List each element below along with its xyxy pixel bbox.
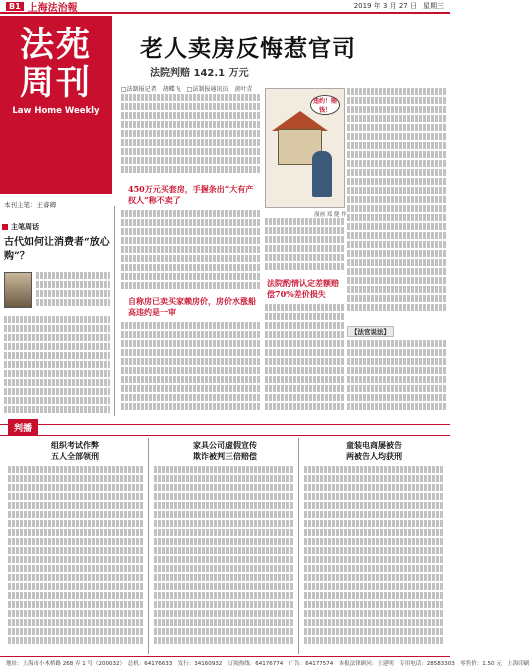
sidebar [0, 16, 140, 416]
sidebar-divider [114, 206, 115, 416]
section-title-line2: 周刊 [20, 63, 92, 103]
page-header [0, 0, 450, 14]
case-title-2: 家具公司虚假宣传 欺诈被判三倍赔偿 [193, 440, 257, 461]
article-col2 [265, 218, 345, 274]
speech-bubble: 违约！赔钱！ [310, 95, 340, 115]
page-footer: 地址：上海市小木桥路 268 弄 1 号（200032） 总机：64176633 发行：34160932 订阅热线：64176774 广告：64177574 本报法律顾问：王建明 专用电话：28583303 零售价：1.50 元 上海印刷 [0, 656, 450, 668]
article-col1-top [121, 94, 261, 182]
article-col2-bottom [265, 304, 345, 416]
case-divider-1 [148, 438, 149, 654]
bullet-icon [2, 224, 8, 230]
illustration-credit: 漫画 郑 健 作 [314, 212, 347, 218]
newspaper-masthead: 上海法治報 [27, 2, 78, 14]
article-col3 [347, 88, 447, 322]
article-subtitle-3: 法院酌情认定差额赔偿70%差价损失 [267, 278, 339, 299]
article-col1-mid [121, 210, 261, 294]
column-title: 古代如何让消费者“放心购”？ [4, 237, 110, 262]
case-body-2 [154, 466, 294, 652]
column-body-top [36, 272, 110, 312]
commentary-tag: 【法官说法】 [347, 326, 394, 337]
section-english-title: Law Home Weekly [12, 106, 100, 116]
case-divider-2 [298, 438, 299, 654]
person-figure-icon [312, 151, 332, 197]
author-portrait [4, 272, 32, 308]
issue-weekday: 星期三 [423, 2, 444, 10]
cases-section-tag: 判播 [8, 419, 38, 436]
cases-band [0, 424, 450, 436]
column-body [4, 316, 110, 422]
article-byline: □法制报记者 胡蝶飞 □法制报通讯员 黄叶青 [121, 86, 253, 93]
column-tag [2, 222, 39, 232]
page-number: B1 [6, 2, 24, 11]
case-title-1: 组织考试作弊 五人全部领刑 [51, 440, 99, 461]
case-body-3 [304, 466, 444, 652]
case-title-3: 童装电商屡被告 两被告人均获刑 [346, 440, 402, 461]
article-subtitle-1: 450万元买套房，手握条出“大有产权人”称不卖了 [128, 184, 254, 205]
case-body-1 [8, 466, 144, 652]
article-subtitle-2: 自称房已卖买家赖房价，房价水涨船高违约是一审 [128, 296, 256, 317]
main-headline: 老人卖房反悔惹官司 [140, 35, 356, 62]
section-title-block [0, 16, 112, 194]
main-subhead: 法院判赔 142.1 万元 [150, 68, 249, 79]
column-name: 主笔周话 [11, 223, 39, 231]
section-title-line1: 法苑 [20, 25, 92, 65]
cartoon-illustration [265, 88, 345, 208]
section-editor: 本刊主笔：王睿卿 [4, 201, 56, 209]
article-col1-bottom [121, 322, 261, 416]
issue-date: 2019 年 3 月 27 日 [353, 2, 417, 10]
commentary-body [347, 340, 447, 416]
